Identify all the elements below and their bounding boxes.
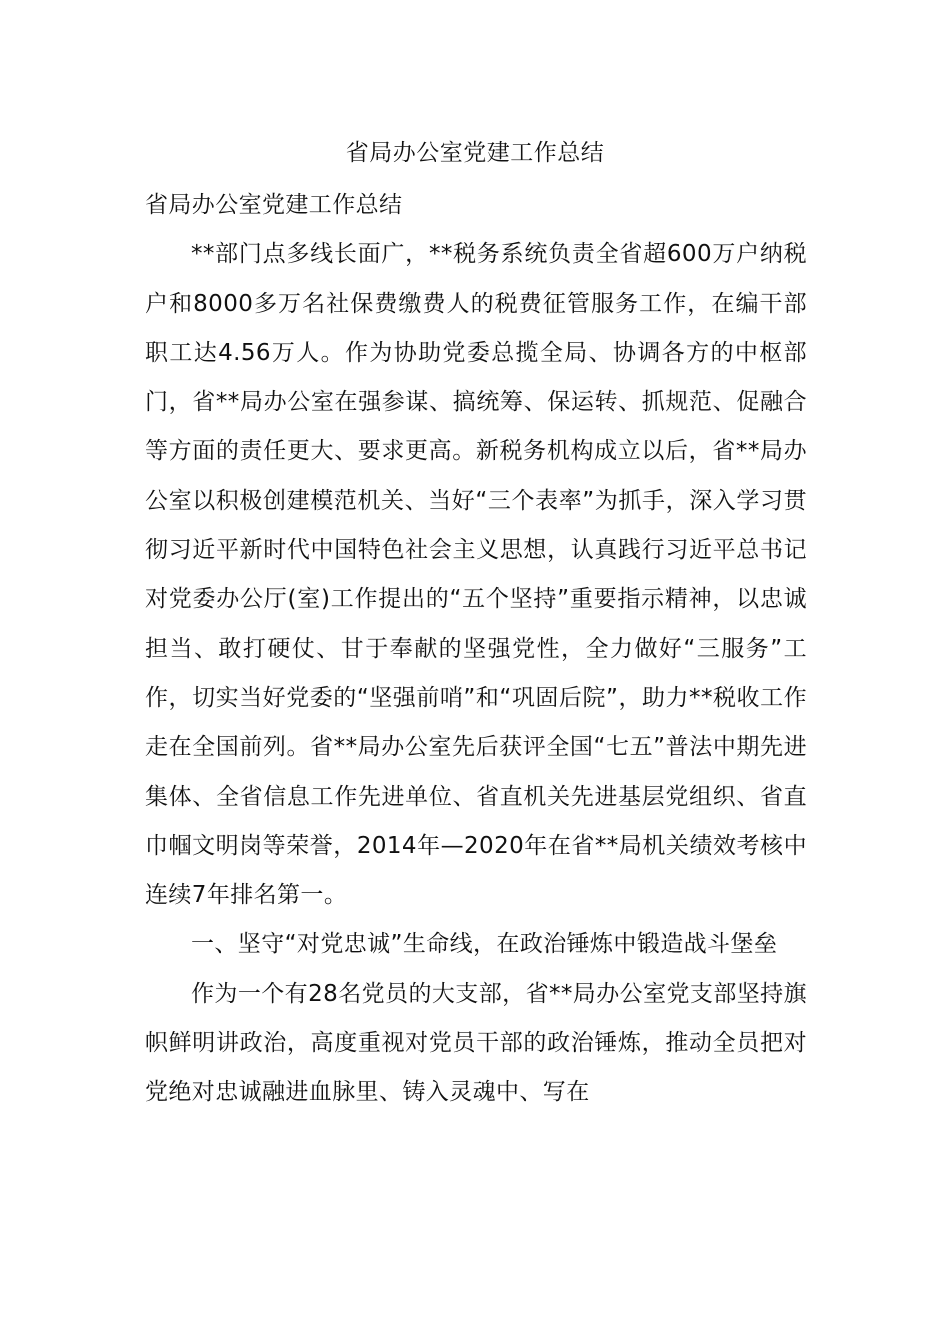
section-heading-1: 一、坚守“对党忠诚”生命线，在政治锤炼中锻造战斗堡垒 bbox=[191, 931, 778, 958]
paragraph-section-1: 作为一个有28名党员的大支部，省**局办公室党支部坚持旗帜鲜明讲政治，高度重视对党员干部的政治锤炼，推动全员把对党绝对忠诚融进血脉里、铸入灵魂中、写在 bbox=[145, 980, 807, 1106]
document-body bbox=[145, 181, 807, 1118]
document-subtitle: 省局办公室党建工作总结 bbox=[145, 192, 403, 218]
document-title: 省局办公室党建工作总结 bbox=[345, 140, 605, 166]
paragraph-intro: **部门点多线长面广，**税务系统负责全省超600万户纳税户和8000多万名社保费缴费人的税费征管服务工作，在编干部职工达4.56万人。作为协助党委总揽全局、协调各方的中枢部门，省**局办公室在强参谋、搞统筹、保运转、抓规范、促融合等方面的责任更大、要求更高。新税务机构成立以后，省**局办公室以积极创建模范机关、当好“三个表率”为抓手，深入学习贯彻习近平新时代中国特色社会主义思想，认真践行习近平总书记对党委办公厅(室)工作提出的“五个坚持”重要指示精神，以忠诚担当、敢打硬仗、甘于奉献的坚强党性，全力做好“三服务”工作，切实当好党委的“坚强前哨”和“巩固后院”，助力**税收工作走在全国前列。省**局办公室先后获评全国“七五”普法中期先进集体、全省信息工作先进单位、省直机关先进基层党组织、省直巾帼文明岗等荣誉，2014年—2020年在省**局机关绩效考核中连续7年排名第一。 bbox=[145, 241, 807, 909]
